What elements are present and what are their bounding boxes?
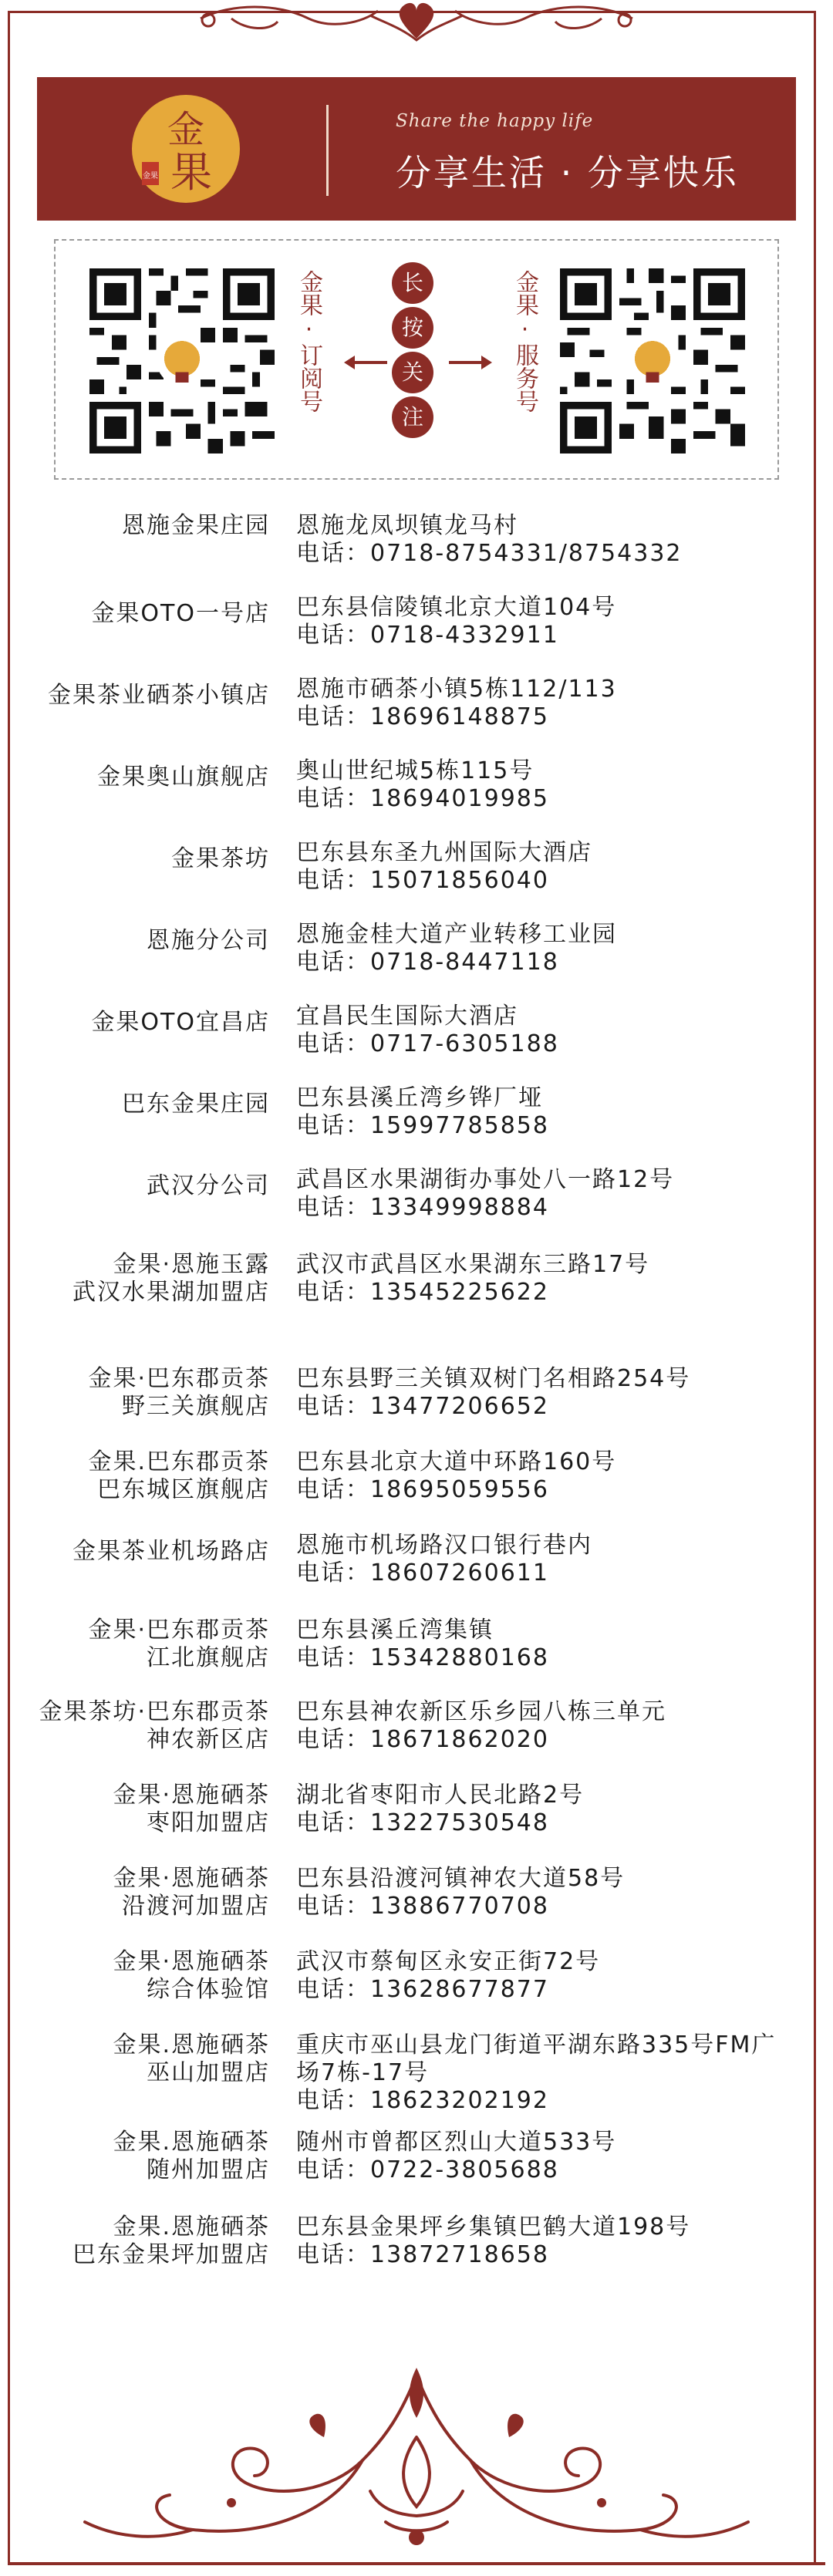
- store-phone[interactable]: 电话：13227530548: [296, 1809, 549, 1836]
- store-address: 重庆市巫山县龙门街道平湖东路335号FM广场7栋-17号: [296, 2031, 777, 2086]
- follow-char-1: 长: [392, 262, 433, 304]
- store-phone[interactable]: 电话：13349998884: [296, 1194, 549, 1221]
- store-name: 金果.恩施硒茶 巴东金果坪加盟店: [73, 2214, 270, 2268]
- svg-text:金: 金: [167, 108, 205, 151]
- store-name: 金果茶业硒茶小镇店: [48, 682, 270, 709]
- store-name: 金果茶坊·巴东郡贡茶 神农新区店: [39, 1698, 270, 1753]
- top-ornament: [0, 0, 833, 54]
- store-address: 恩施金桂大道产业转移工业园: [296, 921, 617, 948]
- svg-text:果: 果: [170, 148, 212, 197]
- store-name: 金果·巴东郡贡茶 野三关旗舰店: [88, 1365, 270, 1420]
- store-address: 恩施市硒茶小镇5栋112/113: [296, 676, 617, 703]
- store-name: 恩施金果庄园: [122, 512, 270, 539]
- store-address: 恩施市机场路汉口银行巷内: [296, 1532, 592, 1559]
- store-info: [296, 1166, 821, 1222]
- store-address: 随州市曾都区烈山大道533号: [296, 2129, 617, 2156]
- store-phone[interactable]: 电话：15342880168: [296, 1644, 549, 1671]
- qr-code-icon: [89, 268, 275, 453]
- store-info: [296, 1782, 821, 1837]
- brand-logo-icon: [128, 91, 244, 207]
- store-name: 恩施分公司: [147, 927, 270, 954]
- store-address: 巴东县东圣九州国际大酒店: [296, 839, 592, 866]
- store-phone[interactable]: 电话：13872718658: [296, 2241, 549, 2268]
- store-phone[interactable]: 电话：13477206652: [296, 1393, 549, 1420]
- store-name: 金果茶业机场路店: [73, 1538, 270, 1565]
- store-name: 巴东金果庄园: [122, 1091, 270, 1118]
- store-info: [296, 1865, 821, 1920]
- store-address: 巴东县北京大道中环路160号: [296, 1448, 617, 1475]
- follow-char-4: 注: [392, 396, 433, 438]
- store-name: 金果.恩施硒茶 随州加盟店: [113, 2129, 270, 2183]
- svg-text:金果: 金果: [143, 172, 158, 180]
- store-name: 金果茶坊: [171, 845, 270, 872]
- store-info: [296, 512, 821, 568]
- store-info: [296, 676, 821, 731]
- store-name: 金果·恩施硒茶 枣阳加盟店: [113, 1782, 270, 1836]
- store-address: 武汉市武昌区水果湖东三路17号: [296, 1251, 650, 1278]
- store-phone[interactable]: 电话：0717-6305188: [296, 1030, 559, 1057]
- store-info: [296, 2129, 821, 2184]
- store-name: 金果·巴东郡贡茶 江北旗舰店: [88, 1617, 270, 1671]
- store-phone[interactable]: 电话：13628677877: [296, 1976, 549, 2003]
- store-address: 湖北省枣阳市人民北路2号: [296, 1782, 585, 1809]
- store-name: 金果·恩施硒茶 沿渡河加盟店: [113, 1865, 270, 1920]
- follow-char-2: 按: [392, 307, 433, 349]
- store-phone[interactable]: 电话：18623202192: [296, 2087, 549, 2114]
- store-info: [296, 1365, 821, 1421]
- store-phone[interactable]: 电话：15997785858: [296, 1112, 549, 1139]
- store-name: 金果OTO宜昌店: [91, 1009, 270, 1036]
- store-info: [296, 1003, 821, 1058]
- store-phone[interactable]: 电话：13545225622: [296, 1279, 549, 1306]
- store-phone[interactable]: 电话：13886770708: [296, 1893, 549, 1920]
- store-address: 巴东县溪丘湾乡铧厂垭: [296, 1084, 543, 1111]
- store-phone[interactable]: 电话：15071856040: [296, 867, 549, 894]
- store-phone[interactable]: 电话：18607260611: [296, 1559, 549, 1586]
- store-address: 巴东县金果坪乡集镇巴鹤大道198号: [296, 2214, 691, 2241]
- store-name: 金果·恩施玉露 武汉水果湖加盟店: [73, 1251, 270, 1306]
- store-info: [296, 2214, 821, 2269]
- store-phone[interactable]: 电话：18671862020: [296, 1726, 549, 1753]
- store-info: [296, 839, 821, 895]
- qr-section: [54, 239, 779, 480]
- tagline-chinese: 分享生活 · 分享快乐: [396, 152, 739, 194]
- store-address: 巴东县信陵镇北京大道104号: [296, 594, 617, 621]
- store-info: [296, 594, 821, 649]
- store-address: 巴东县沿渡河镇神农大道58号: [296, 1865, 626, 1892]
- arrow-left-icon: [342, 353, 389, 372]
- store-address: 巴东县野三关镇双树门名相路254号: [296, 1365, 691, 1392]
- store-name: 金果奥山旗舰店: [97, 764, 270, 791]
- store-info: [296, 1448, 821, 1504]
- store-info: [296, 1617, 821, 1672]
- store-info: [296, 1532, 821, 1587]
- store-name: 武汉分公司: [147, 1172, 270, 1199]
- long-press-follow: [392, 262, 435, 441]
- banner-divider: [326, 105, 329, 196]
- follow-char-3: 关: [392, 352, 433, 393]
- store-phone[interactable]: 电话：18696148875: [296, 703, 549, 730]
- store-name: 金果OTO一号店: [91, 600, 270, 627]
- header-banner: [37, 77, 796, 221]
- store-address: 巴东县神农新区乐乡园八栋三单元: [296, 1698, 666, 1725]
- store-info: [296, 757, 821, 813]
- store-info: [296, 1948, 821, 2004]
- store-phone[interactable]: 电话：18694019985: [296, 785, 549, 812]
- subscription-label: 金果·订阅号: [295, 270, 322, 413]
- service-qr-code[interactable]: [560, 268, 745, 453]
- store-phone[interactable]: 电话：0718-8754331/8754332: [296, 540, 683, 567]
- store-info: [296, 1084, 821, 1140]
- store-phone[interactable]: 电话：18695059556: [296, 1476, 549, 1503]
- store-phone[interactable]: 电话：0718-4332911: [296, 622, 559, 649]
- qr-code-icon: [560, 268, 745, 453]
- arrow-right-icon: [447, 353, 494, 372]
- store-name: 金果.巴东郡贡茶 巴东城区旗舰店: [88, 1448, 270, 1503]
- store-address: 巴东县溪丘湾集镇: [296, 1617, 494, 1644]
- subscription-qr-code[interactable]: [89, 268, 275, 453]
- store-info: [296, 921, 821, 976]
- store-info: [296, 1698, 821, 1754]
- store-phone[interactable]: 电话：0722-3805688: [296, 2156, 559, 2183]
- store-phone[interactable]: 电话：0718-8447118: [296, 949, 559, 976]
- store-name: 金果.恩施硒茶 巫山加盟店: [113, 2031, 270, 2086]
- store-address: 恩施龙凤坝镇龙马村: [296, 512, 518, 539]
- store-info: [296, 1251, 821, 1307]
- store-address: 武昌区水果湖街办事处八一路12号: [296, 1166, 675, 1193]
- store-address: 奥山世纪城5栋115号: [296, 757, 535, 784]
- tagline-english: Share the happy life: [396, 111, 594, 131]
- store-address: 宜昌民生国际大酒店: [296, 1003, 518, 1030]
- store-name: 金果·恩施硒茶 综合体验馆: [113, 1948, 270, 2003]
- store-address: 武汉市蔡甸区永安正街72号: [296, 1948, 601, 1975]
- bottom-ornament: [0, 2345, 833, 2576]
- store-info: [296, 2031, 798, 2115]
- service-label: 金果·服务号: [511, 270, 538, 413]
